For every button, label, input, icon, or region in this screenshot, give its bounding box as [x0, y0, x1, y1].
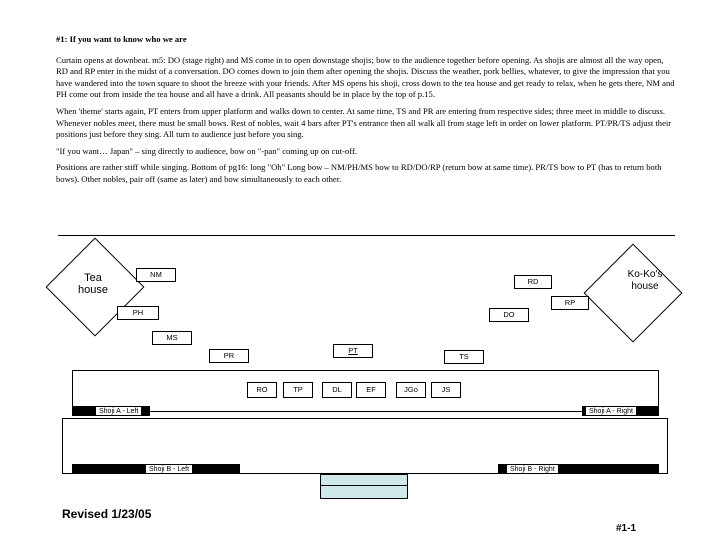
shoji-b-left-label: Shoji B - Left — [145, 464, 193, 474]
actor-do: DO — [489, 308, 529, 322]
actor-nm: NM — [136, 268, 176, 282]
actor-tp: TP — [283, 382, 313, 398]
page-number: #1-1 — [616, 523, 637, 534]
notes-paragraph: "If you want… Japan" – sing directly to audience, bow on "-pan" coming up on cut-off. — [56, 145, 357, 156]
notes-paragraph: Positions are rather stiff while singing. Bottom of pg16: long "Oh" Long bow – NM/PH/MS bow to RD/DO/RP (return bow at same time). PR/TS bow to PT (has to return both bows). Other nobles, pair off (same as later) and bow simultaneously to each other. — [56, 162, 662, 184]
actor-dl: DL — [322, 382, 352, 398]
notes-title: #1: If you want to know who we are — [56, 34, 187, 44]
revised-date: Revised 1/23/05 — [62, 507, 152, 521]
tea-house-label: Tea house — [78, 272, 108, 296]
actor-pr: PR — [209, 349, 249, 363]
shoji-b-right-label: Shoji B - Right — [506, 464, 559, 474]
actor-jgo: JGo — [396, 382, 426, 398]
staging-notes — [56, 34, 676, 191]
actor-ro: RO — [247, 382, 277, 398]
actor-ef: EF — [356, 382, 386, 398]
stage-steps-lower — [320, 485, 408, 499]
notes-paragraph: Curtain opens at downbeat. m5: DO (stage right) and MS come in to open downstage shojis; bow to the audience together before opening. As shojis are almost all the way open, RD and RP enter in the midst of a conversation. DO comes down to join them after opening the shojis. Discuss the weather, pork bellies, whatever, to give the impression that you have wandered into the town square to shoot the breeze with your friends. After MS opens his shoji, cross down to the tea house and get ready to relax, when he gets there, NM and PH come out from inside the tea house and all have a drink. All peasants should be in place by the top of p.15. — [56, 54, 675, 100]
ko-kos-house-shape — [584, 244, 683, 343]
actor-ph: PH — [117, 306, 159, 320]
actor-ms: MS — [152, 331, 192, 345]
notes-paragraph: When 'theme' starts again, PT enters from upper platform and walks down to center. At same time, TS and PR are entering from respective sides; three meet in middle to discuss. Whenever nobles meet, there must be small bows. Rest of nobles, wait 4 bars after PT's entrance then all walk all from stage left in order on lower platform. PT/PR/TS adjust their positions just before they sing. All turn to audience just before you sing. — [56, 105, 672, 140]
ko-kos-house-label: Ko-Ko's house — [627, 269, 663, 292]
actor-pt: PT — [333, 344, 373, 358]
shoji-a-left-label: Shoji A - Left — [95, 406, 142, 416]
actor-rd: RD — [514, 275, 552, 289]
actor-rp: RP — [551, 296, 589, 310]
actor-js: JS — [431, 382, 461, 398]
divider-line — [58, 235, 675, 236]
shoji-a-right-label: Shoji A - Right — [585, 406, 637, 416]
actor-ts: TS — [444, 350, 484, 364]
